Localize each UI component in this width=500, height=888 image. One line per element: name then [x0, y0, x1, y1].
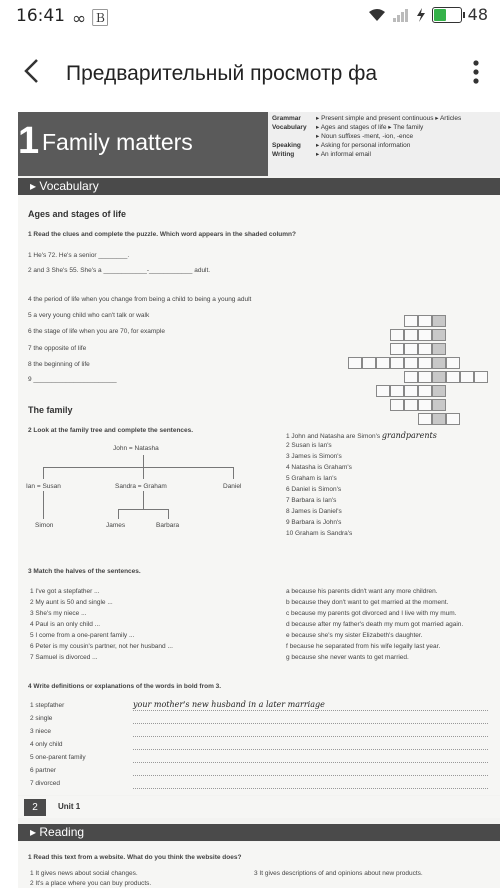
crossword-cell: [446, 371, 460, 383]
half-left-4: 4 Paul is an only child ...: [30, 621, 101, 628]
crossword-cell: [432, 315, 446, 327]
document-preview[interactable]: [18, 112, 500, 888]
clue-7: 7 the opposite of life: [28, 345, 87, 352]
sentence-8: 8 James is Daniel's: [286, 508, 342, 515]
crossword-cell: [404, 343, 418, 355]
reading-option-2: 2 It's a place where you can buy products.: [30, 880, 152, 887]
crossword-cell: [460, 371, 474, 383]
half-left-6: 6 Peter is my cousin's partner, not her husband ...: [30, 643, 173, 650]
exercise-content: [18, 195, 500, 795]
half-left-3: 3 She's my niece ...: [30, 610, 87, 617]
crossword-cell: [390, 357, 404, 369]
app-bar: [0, 30, 500, 112]
half-right-c: c because my parents got divorced and I live with my mum.: [286, 610, 457, 617]
sentence-9: 9 Barbara is John's: [286, 519, 342, 526]
half-right-a: a because his parents didn't want any more children.: [286, 588, 438, 595]
crossword-cell: [446, 357, 460, 369]
clue-2: 2 and 3 She's 55. She's a ____________-____________ adult.: [28, 267, 211, 274]
crossword-cell: [432, 357, 446, 369]
clue-4: 4 the period of life when you change from being a child to being a young adult: [28, 296, 252, 303]
crossword-cell: [432, 413, 446, 425]
sentence-4: 4 Natasha is Graham's: [286, 464, 352, 471]
reading-section: [18, 842, 500, 888]
crossword-cell: [446, 413, 460, 425]
crossword-puzzle: [348, 315, 498, 565]
crossword-cell: [432, 385, 446, 397]
sentence-3: 3 James is Simon's: [286, 453, 342, 460]
crossword-cell: [390, 399, 404, 411]
status-bar: [0, 0, 500, 30]
def-1: 1 stepfather: [30, 702, 65, 709]
signal-icon: [392, 8, 410, 22]
tree-barbara: Barbara: [156, 522, 180, 529]
half-left-1: 1 I've got a stepfather ...: [30, 588, 100, 595]
sentence-10: 10 Graham is Sandra's: [286, 530, 353, 537]
def-4: 4 only child: [30, 741, 63, 748]
charging-icon: [416, 8, 426, 22]
clue-8: 8 the beginning of life: [28, 361, 90, 368]
clock: 16:41: [16, 6, 65, 26]
crossword-cell: [376, 357, 390, 369]
crossword-cell: [418, 413, 432, 425]
crossword-cell: [418, 315, 432, 327]
half-right-b: b because they don't want to get married at the moment.: [286, 599, 449, 606]
clue-1: 1 He's 72. He's a senior ________.: [28, 252, 130, 259]
crossword-cell: [390, 329, 404, 341]
unit-header: [18, 112, 500, 176]
unit-footer: [18, 796, 500, 818]
tree-ian-susan: Ian = Susan: [26, 483, 61, 490]
half-left-7: 7 Samuel is divorced ...: [30, 654, 98, 661]
half-left-5: 5 I come from a one-parent family ...: [30, 632, 135, 639]
tree-grandparents: John = Natasha: [113, 445, 159, 452]
crossword-cell: [432, 343, 446, 355]
ex3-instruction: 3 Match the halves of the sentences.: [28, 568, 141, 575]
crossword-cell: [432, 329, 446, 341]
def-1-answer: your mother's new husband in a later marriage: [133, 700, 325, 709]
tree-james: James: [106, 522, 126, 529]
crossword-cell: [418, 329, 432, 341]
crossword-cell: [390, 343, 404, 355]
ages-heading: Ages and stages of life: [28, 209, 127, 219]
crossword-cell: [362, 357, 376, 369]
crossword-cell: [418, 343, 432, 355]
crossword-cell: [404, 371, 418, 383]
def-2: 2 single: [30, 715, 53, 722]
tree-sandra-graham: Sandra = Graham: [115, 483, 167, 490]
unit-number: 1: [18, 120, 40, 162]
crossword-cell: [418, 399, 432, 411]
crossword-cell: [418, 357, 432, 369]
crossword-cell: [432, 399, 446, 411]
sentence-6: 6 Daniel is Simon's: [286, 486, 342, 493]
crossword-cell: [404, 329, 418, 341]
ex4-instruction: 4 Write definitions or explanations of the words in bold from 3.: [28, 683, 222, 690]
page-title: Предварительный просмотр фа: [66, 62, 378, 85]
def-3: 3 niece: [30, 728, 51, 735]
sentence-1: 1 John and Natasha are Simon's grandparents: [286, 431, 437, 440]
unit-title: Family matters: [42, 129, 193, 155]
crossword-cell: [404, 385, 418, 397]
sentence-5: 5 Graham is Ian's: [286, 475, 337, 482]
status-right: [368, 5, 488, 24]
crossword-cell: [432, 371, 446, 383]
battery-percent: 48: [467, 5, 488, 24]
crossword-cell: [404, 315, 418, 327]
sentence-1-answer: grandparents: [381, 431, 437, 440]
chevron-left-icon[interactable]: [18, 56, 48, 86]
wifi-icon: [368, 8, 386, 22]
crossword-cell: [418, 385, 432, 397]
crossword-cell: [390, 385, 404, 397]
crossword-cell: [418, 371, 432, 383]
sentence-2: 2 Susan is Ian's: [286, 442, 332, 449]
tree-simon: Simon: [35, 522, 54, 529]
ex2-instruction: 2 Look at the family tree and complete the sentences.: [28, 427, 194, 434]
reading-bar: ▸ Reading: [18, 824, 500, 841]
reading-option-3: 3 It gives descriptions of and opinions about new products.: [254, 870, 423, 877]
footer-page-number: 2: [24, 799, 46, 816]
battery-icon: [432, 7, 462, 23]
def-6: 6 partner: [30, 767, 57, 774]
def-7: 7 divorced: [30, 780, 60, 787]
sentence-7: 7 Barbara is Ian's: [286, 497, 337, 504]
def-5: 5 one-parent family: [30, 754, 86, 761]
half-left-2: 2 My aunt is 50 and single ...: [30, 599, 113, 606]
ex1-instruction: 1 Read the clues and complete the puzzle. Which word appears in the shaded column?: [28, 231, 296, 238]
crossword-cell: [474, 371, 488, 383]
half-right-d: d because after my father's death my mum got married again.: [286, 621, 464, 628]
clue-6: 6 the stage of life when you are 70, for example: [28, 328, 165, 335]
reading-instruction: 1 Read this text from a website. What do you think the website does?: [28, 854, 242, 861]
half-right-f: f because he separated from his wife legally last year.: [286, 643, 441, 650]
footer-unit-label: Unit 1: [58, 802, 81, 811]
crossword-cell: [404, 357, 418, 369]
crossword-cell: [348, 357, 362, 369]
clue-5: 5 a very young child who can't talk or walk: [28, 312, 150, 319]
crossword-cell: [404, 399, 418, 411]
half-right-g: g because she never wants to get married.: [286, 654, 409, 661]
clue-9: 9 _______________________: [28, 376, 117, 383]
notification-icons: ∞ 🄱: [72, 9, 109, 29]
crossword-cell: [376, 385, 390, 397]
vocabulary-bar: ▸ Vocabulary: [18, 178, 500, 195]
family-heading: The family: [28, 405, 73, 415]
half-right-e: e because she's my sister Elizabeth's daughter.: [286, 632, 423, 639]
unit-overview: Grammar ▸ Present simple and present continuous ▸ Articles Vocabulary ▸ Ages and stages of life ▸ The family ▸ Noun suffixes -ment, -ion, -ence Speaking ▸ Asking for personal information Writing ▸ An informal email: [268, 112, 500, 176]
more-vert-icon[interactable]: [466, 58, 486, 86]
reading-option-1: 1 It gives news about social changes.: [30, 870, 138, 877]
tree-daniel: Daniel: [223, 483, 242, 490]
